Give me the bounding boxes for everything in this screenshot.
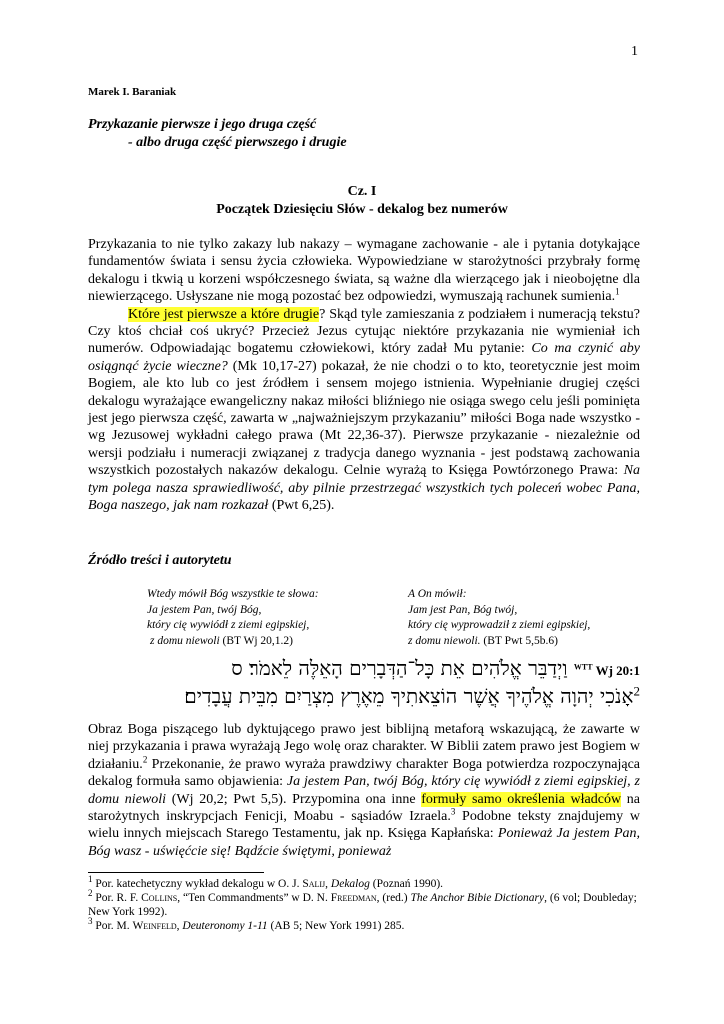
paragraph-3 <box>88 721 640 860</box>
paragraph-1-text: Przykazania to nie tylko zakazy lub nakazy – wymagane zachowanie - ale i pytania dotykające fundamentów świata i sensu życia człowieka. Wypowiedziane w starożytności przybrały formę dekalogu i tkwią u korzeni współczesnego świata, są ważne dla wierzącego jak i nieobojętne dla niewierzącego. Usłyszane nie mogą pozostać bez odpowiedzi, wymuszają rachunek sumienia. <box>88 237 640 305</box>
quote-right-line: który cię wyprowadził z ziemi egipskiej, <box>408 619 591 632</box>
footnote-2 <box>88 888 640 919</box>
footnote-text: , <box>325 878 331 890</box>
hebrew-reference-label <box>574 663 640 678</box>
footnote-author: Salij <box>302 878 326 890</box>
hebrew-verse-2 <box>150 684 640 709</box>
quote-deuteronomy: Na tym polega nasza sprawiedliwość, aby pilnie przestrzegać wszystkich tych poleceń wobec Pana, Boga naszego, jak nam rozkazał <box>88 463 640 514</box>
footnote-work-title: The Anchor Bibie Dictionary <box>410 892 545 904</box>
footnote-author: Collins <box>141 892 178 904</box>
footnote-text: Por. R. F. <box>92 892 142 904</box>
paragraph-2-text-b: (Mk 10,17-27) pokazał, że nie chodzi o to kto, teoretycznie jest moim Bogiem, ale kto lub co jest źródłem i sensem mojego istnienia. Wypełnianie drugiej części dekalogu wyrażające ewangeliczny nakaz miłości bliźniego nie osiąga swego celu jeśli pominięta jest jego pierwsza część, zawarta w „najważniejszym przykazaniu” miłości Boga nade wszystko - wg Jezusowej wykładni całego prawa (Mt 22,36-37). Pierwsze przykazanie - niezależnie od wersji podziału i numeracji związanej z tradycja danego wyznania - jest podstawą zachowania wszystkich pozostałych nakazów dekalogu. Celnie wyrażą to Księga Powtórzonego Prawa: <box>88 358 640 479</box>
footnote-ref-2[interactable]: 2 <box>142 754 148 765</box>
footnote-text: (Poznań 1990). <box>369 878 444 890</box>
footnote-text: Por. M. <box>92 920 133 932</box>
footnote-ref-3[interactable]: 3 <box>450 806 456 817</box>
paragraph-3-text-a: Obraz Boga piszącego lub dyktującego prawo jest biblijną metaforą wskazującą, że zawarte w niej przykazania i prawa wyrażają Jego wolę oraz charakter. W Biblii zatem prawo jest Bogiem w działaniu. <box>88 722 640 772</box>
quote-left-column <box>147 587 319 649</box>
quote-leviticus: Ponieważ Ja jestem Pan, Bóg wasz - uświęćcie się! Bądźcie świętymi, ponieważ <box>88 826 640 859</box>
chapter-subtitle: Początek Dziesięciu Słów - dekalog bez numerów <box>216 202 508 217</box>
footnote-text: , (red.) <box>376 892 411 904</box>
quote-left-line: z domu niewoli <box>150 634 220 647</box>
main-text <box>88 236 640 515</box>
quote-left-reference: (BT Wj 20,1.2) <box>219 634 294 647</box>
paragraph-3-text-c: (Wj 20,2; Pwt 5,5). Przypomina ona inne <box>166 791 422 807</box>
footnote-3 <box>88 916 640 933</box>
footnote-number: 2 <box>88 888 93 899</box>
page-number: 1 <box>631 44 638 59</box>
footnote-work-title: Dekalog <box>330 878 370 890</box>
footnote-ref-1[interactable]: 1 <box>615 286 620 297</box>
verse-number-2: 2 <box>633 683 640 699</box>
hebrew-text-2: אָנֹכִי יְהוָה אֱלֹהֶיךָ אֲשֶׁר הוֹצֵאתִיךָ מֵאֶרֶץ מִצְרַיִם מִבֵּית עֲבָדִים׃ <box>184 684 634 708</box>
quote-right-line: Jam jest Pan, Bóg twój, <box>408 603 518 616</box>
quote-right-line: A On mówił: <box>408 588 467 600</box>
quote-left-line: Ja jestem Pan, twój Bóg, <box>147 603 262 616</box>
footnote-work-title: Deuteronomy 1-11 <box>182 920 268 932</box>
footnote-editor: Freedman <box>330 892 377 904</box>
quote-right-column <box>408 587 590 649</box>
footnote-text: , <box>176 920 183 932</box>
paragraph-2-text-a: ? Skąd tyle zamieszania z podziałem i numeracją tekstu? Czy ktoś chciał coś ukryć? Przecież Jezus cytując niektóre przykazania nie wymieniał ich numerów. Odpowiadając bogatemu człowiekowi, który zadał Mu pytanie: <box>88 306 640 357</box>
paragraph-2 <box>88 306 640 515</box>
quote-right-reference: (BT Pwt 5,5b.6) <box>480 634 558 647</box>
quote-rich-man: Co ma czynić aby osiągnąć życie wieczne? <box>88 341 640 374</box>
highlighted-phrase: formuły samo określenia władców <box>421 791 622 807</box>
footnote-1 <box>88 874 640 891</box>
paragraph-3-text-e: Podobne teksty znajdujemy w wielu innych miejscach Starego Testamentu, jak np. Księga Kapłańska: <box>88 809 640 842</box>
document-title-line2: - albo druga część pierwszego i drugie <box>128 135 347 150</box>
hebrew-text-1: וַיְדַבֵּר אֱלֹהִים אֵת כָּל־הַדְּבָרִים הָאֵלֶּה לֵאמֹר׃ ס <box>231 656 568 680</box>
quote-self-revelation: Ja jestem Pan, twój Bóg, który cię wywiódł z ziemi egipskiej, z domu niewoli <box>88 774 640 807</box>
quote-left-line: który cię wywiódł z ziemi egipskiej, <box>147 619 310 632</box>
footnote-text: , “Ten Commandments” w D. N. <box>177 892 331 904</box>
footnote-text: (AB 5; New York 1991) 285. <box>267 920 405 932</box>
document-title-line1: Przykazanie pierwsze i jego druga część <box>88 117 317 132</box>
footnote-separator <box>88 872 264 873</box>
footnotes <box>88 874 640 933</box>
quote-right-line: z domu niewoli. <box>408 634 481 647</box>
paragraph-1 <box>88 236 640 306</box>
quote-left-line: Wtedy mówił Bóg wszystkie te słowa: <box>147 588 319 600</box>
hebrew-verse-1 <box>150 656 640 681</box>
verse-reference: Wj 20:1 <box>595 663 640 678</box>
wtt-superscript: WTT <box>573 662 593 672</box>
highlighted-question: Które jest pierwsze a które drugie <box>128 306 320 322</box>
footnote-text: Por. katechetyczny wykład dekalogu w O. J. <box>92 878 303 890</box>
footnote-number: 1 <box>88 874 93 885</box>
paragraph-2-text-c: (Pwt 6,25). <box>268 498 335 514</box>
section-heading: Źródło treści i autorytetu <box>88 553 232 568</box>
footnote-text: , (6 vol; Doubleday; New York 1992). <box>88 892 637 918</box>
chapter-label: Cz. I <box>347 184 377 199</box>
footnote-number: 3 <box>88 916 93 927</box>
footnote-author: Weinfeld <box>132 920 177 932</box>
paragraph-3-text-b: Przekonanie, że prawo wyraża prawdziwy charakter Boga potwierdza rozpoczynająca dekalog formuła samo objawienia: <box>88 756 640 790</box>
author-name: Marek I. Baraniak <box>88 86 177 98</box>
paragraph-3-text-d: na starożytnych inskrypcjach Fenicji, Moabu - sąsiadów Izraela. <box>88 791 641 825</box>
